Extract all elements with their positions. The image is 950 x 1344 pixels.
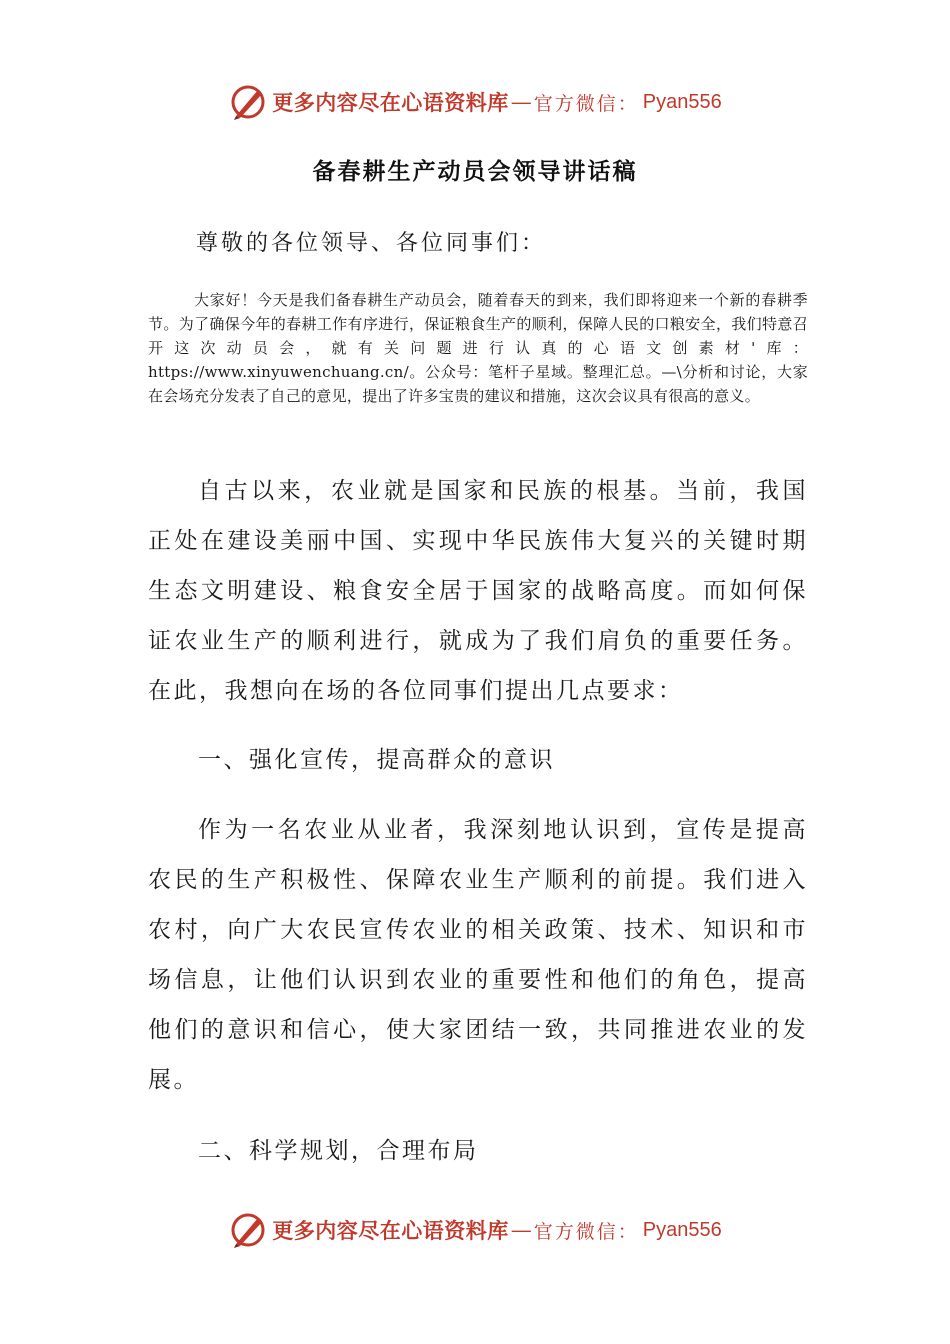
banner-text: 更多内容尽在心语资料库 — [272, 1218, 509, 1243]
banner-official-label: 官方微信： — [533, 1220, 639, 1243]
greeting: 尊敬的各位领导、各位同事们： — [196, 231, 547, 256]
banner-wechat-id: Pyan556 — [642, 1218, 722, 1241]
heading-2: 二、科学规划，合理布局 — [198, 1138, 479, 1164]
banner-text: 更多内容尽在心语资料库 — [272, 90, 509, 115]
pen-logo-icon — [228, 1210, 268, 1250]
paragraph-2: 作为一名农业从业者，我深刻地认识到，宣传是提高农民的生产积极性、保障农业生产顺利的前提。我们进入农村，向广大农民宣传农业的相关政策、技术、知识和市场信息，让他们认识到农业的重要性和他们的角色，提高他们的意识和信心，使大家团结一致，共同推进农业的发展。 — [148, 817, 808, 1093]
pen-logo-icon — [228, 82, 268, 122]
banner-dash: — — [510, 90, 532, 114]
intro-paragraph: 大家好！今天是我们备春耕生产动员会，随着春天的到来，我们即将迎来一个新的春耕季节。为了确保今年的春耕工作有序进行，保证粮食生产的顺利，保障人民的口粮安全，我们特意召开这次动员会，就有关问题进行认真的心语文创素材'库：https://www.xinyuwenchuang.cn/。公众号：笔杆子星域。整理汇总。—\分析和讨论，大家在会场充分发表了自己的意见，提出了许多宝贵的建议和措施，这次会议具有很高的意义。 — [148, 291, 808, 405]
paragraph-1: 自古以来，农业就是国家和民族的根基。当前，我国正处在建设美丽中国、实现中华民族伟大复兴的关键时期生态文明建设、粮食安全居于国家的战略高度。而如何保证农业生产的顺利进行，就成为了我们肩负的重要任务。在此，我想向在场的各位同事们提出几点要求： — [148, 478, 808, 704]
header-banner — [0, 80, 950, 124]
document-title: 备春耕生产动员会领导讲话稿 — [312, 159, 638, 185]
footer-banner — [0, 1208, 950, 1252]
banner-dash: — — [510, 1218, 532, 1242]
banner-official-label: 官方微信： — [533, 92, 639, 115]
banner-wechat-id: Pyan556 — [642, 90, 722, 113]
heading-1: 一、强化宣传，提高群众的意识 — [198, 747, 555, 773]
